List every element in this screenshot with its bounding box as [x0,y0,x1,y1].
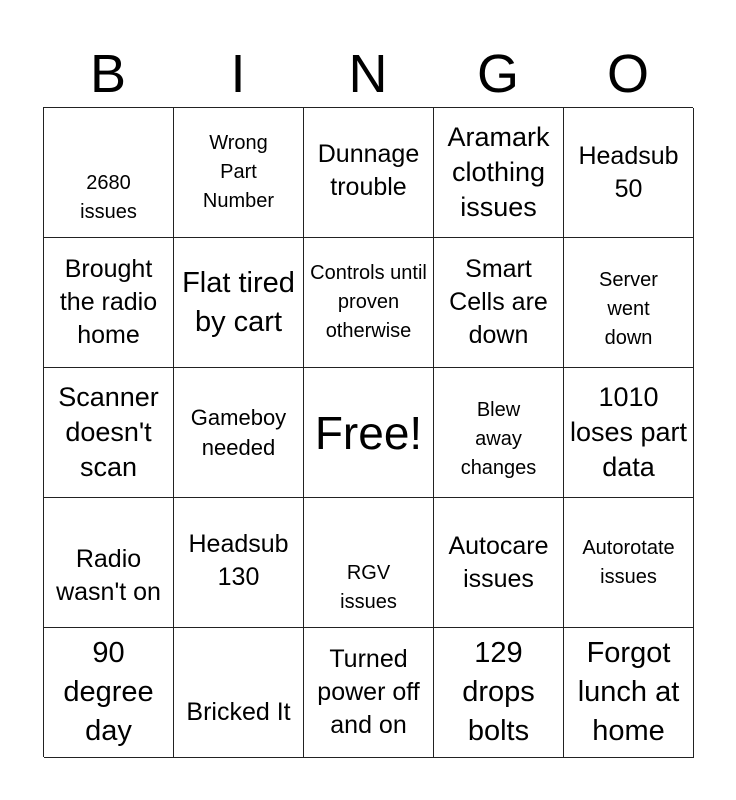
cell-text: 1010 loses part data [569,382,688,482]
cell-text: Wrong Part Number [202,132,275,212]
header-letter-g: G [476,44,519,104]
cell-text: 129 drops bolts [462,637,535,747]
bingo-cell[interactable] [44,498,174,628]
bingo-cell[interactable] [174,498,304,628]
bingo-cell[interactable] [304,628,434,758]
cell-text: Turned power off and on [317,645,420,739]
header-letter-i: I [230,44,246,104]
bingo-cell[interactable] [434,498,564,628]
bingo-cell[interactable] [44,108,174,238]
bingo-cell[interactable] [174,628,304,758]
cell-text: Autocare issues [448,531,549,593]
cell-text: Blew away changes [460,399,537,479]
cell-text: Headsub 130 [188,530,289,591]
cell-text: Server went down [599,269,658,349]
cell-text: Autorotate issues [582,536,675,588]
cell-text: Dunnage trouble [317,140,420,201]
bingo-cell[interactable] [174,108,304,238]
bingo-cell[interactable] [44,238,174,368]
cell-text: Headsub 50 [578,141,679,203]
bingo-cell[interactable] [304,498,434,628]
cell-text: Brought the radio home [59,255,158,349]
bingo-cell[interactable] [174,238,304,368]
free-space[interactable] [304,368,434,498]
bingo-cell[interactable] [564,628,694,758]
cell-text: 90 degree day [63,637,154,747]
cell-text: Bricked It [186,698,291,726]
cell-text: Scanner doesn't scan [58,382,159,482]
cell-text: Smart Cells are down [449,255,548,349]
cell-text: 2680 issues [80,172,137,223]
free-space-label: Free! [314,406,423,459]
bingo-cell[interactable] [434,238,564,368]
header-letter-o: O [606,44,649,104]
bingo-cell[interactable] [564,238,694,368]
bingo-cell[interactable] [564,368,694,498]
bingo-cell[interactable] [44,368,174,498]
cell-text: RGV issues [340,562,397,613]
bingo-cell[interactable] [564,108,694,238]
bingo-cell[interactable] [434,368,564,498]
cell-text: Radio wasn't on [56,544,161,606]
bingo-board [43,107,693,757]
cell-text: Flat tired by cart [182,266,295,338]
bingo-cell[interactable] [564,498,694,628]
header-letter-n: N [348,44,388,104]
bingo-cell[interactable] [304,238,434,368]
bingo-cell[interactable] [174,368,304,498]
bingo-cell[interactable] [434,628,564,758]
cell-text: Forgot lunch at home [577,637,680,747]
cell-text: Controls until proven otherwise [310,262,427,342]
bingo-cell[interactable] [434,108,564,238]
cell-text: Aramark clothing issues [447,122,550,222]
bingo-cell[interactable] [44,628,174,758]
bingo-cell[interactable] [304,108,434,238]
header-letter-b: B [89,44,127,104]
bingo-header [43,40,693,108]
cell-text: Gameboy needed [190,404,287,460]
